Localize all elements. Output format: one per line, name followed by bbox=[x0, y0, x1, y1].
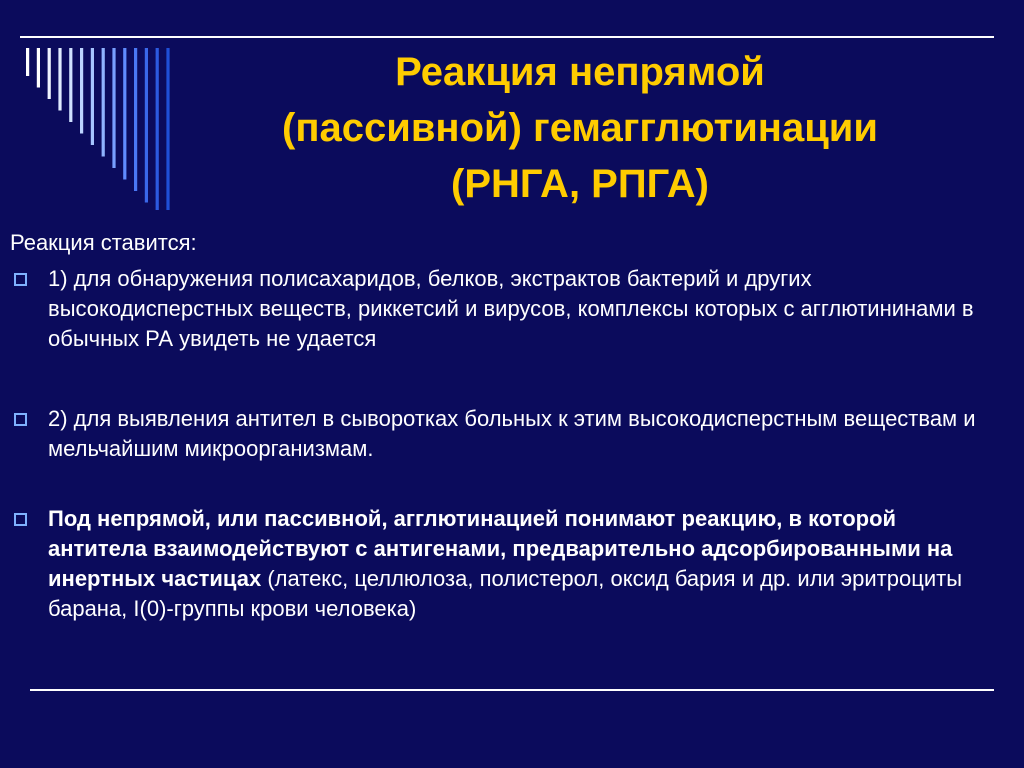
stripe bbox=[102, 48, 105, 157]
top-divider bbox=[20, 36, 994, 38]
bullet-marker-icon bbox=[14, 273, 27, 286]
stripe bbox=[58, 48, 61, 111]
slide-body bbox=[10, 228, 1000, 624]
bullet-item-2 bbox=[10, 404, 1000, 464]
stripe bbox=[48, 48, 51, 99]
bullet-3-text: (латекс, целлюлоза, полистерол, оксид бария и др. или эритроциты барана, I(0)-группы крови человека) bbox=[48, 566, 963, 621]
title-line-3: (РНГА, РПГА) bbox=[451, 162, 709, 206]
title-line-1: Реакция непрямой bbox=[395, 50, 765, 94]
intro-text: Реакция ставится: bbox=[10, 230, 197, 255]
stripe bbox=[156, 48, 159, 210]
bullet-marker-icon bbox=[14, 413, 27, 426]
bottom-divider bbox=[30, 689, 994, 691]
stripe bbox=[123, 48, 126, 180]
stripe bbox=[80, 48, 83, 134]
slide-title bbox=[180, 44, 980, 212]
bullet-3-bold-text: Под непрямой, или пассивной, агглютинацией понимают реакцию, в которой антитела взаимодействуют с антигенами, предварительно адсорбированными на инертных частицах bbox=[48, 506, 953, 591]
stripe bbox=[69, 48, 72, 122]
stripe bbox=[166, 48, 169, 210]
stripe bbox=[37, 48, 40, 88]
bullet-1-text: 1) для обнаружения полисахаридов, белков, экстрактов бактерий и других высокодисперстных веществ, риккетсий и вирусов, комплексы которых с агглютининами в обычных РА увидеть не удается bbox=[48, 266, 974, 351]
bullet-2-text: 2) для выявления антител в сыворотках больных к этим высокодисперстным веществам и мельчайшим микроорганизмам. bbox=[48, 406, 976, 461]
stripe bbox=[145, 48, 148, 203]
stripe bbox=[112, 48, 115, 168]
stripe bbox=[134, 48, 137, 191]
decorative-stripes-icon bbox=[0, 0, 180, 210]
stripe bbox=[26, 48, 29, 76]
bullet-item-3 bbox=[10, 504, 1000, 624]
title-line-2: (пассивной) гемагглютинации bbox=[282, 106, 878, 150]
bullet-marker-icon bbox=[14, 513, 27, 526]
stripe bbox=[91, 48, 94, 145]
bullet-item-1 bbox=[10, 264, 1000, 354]
